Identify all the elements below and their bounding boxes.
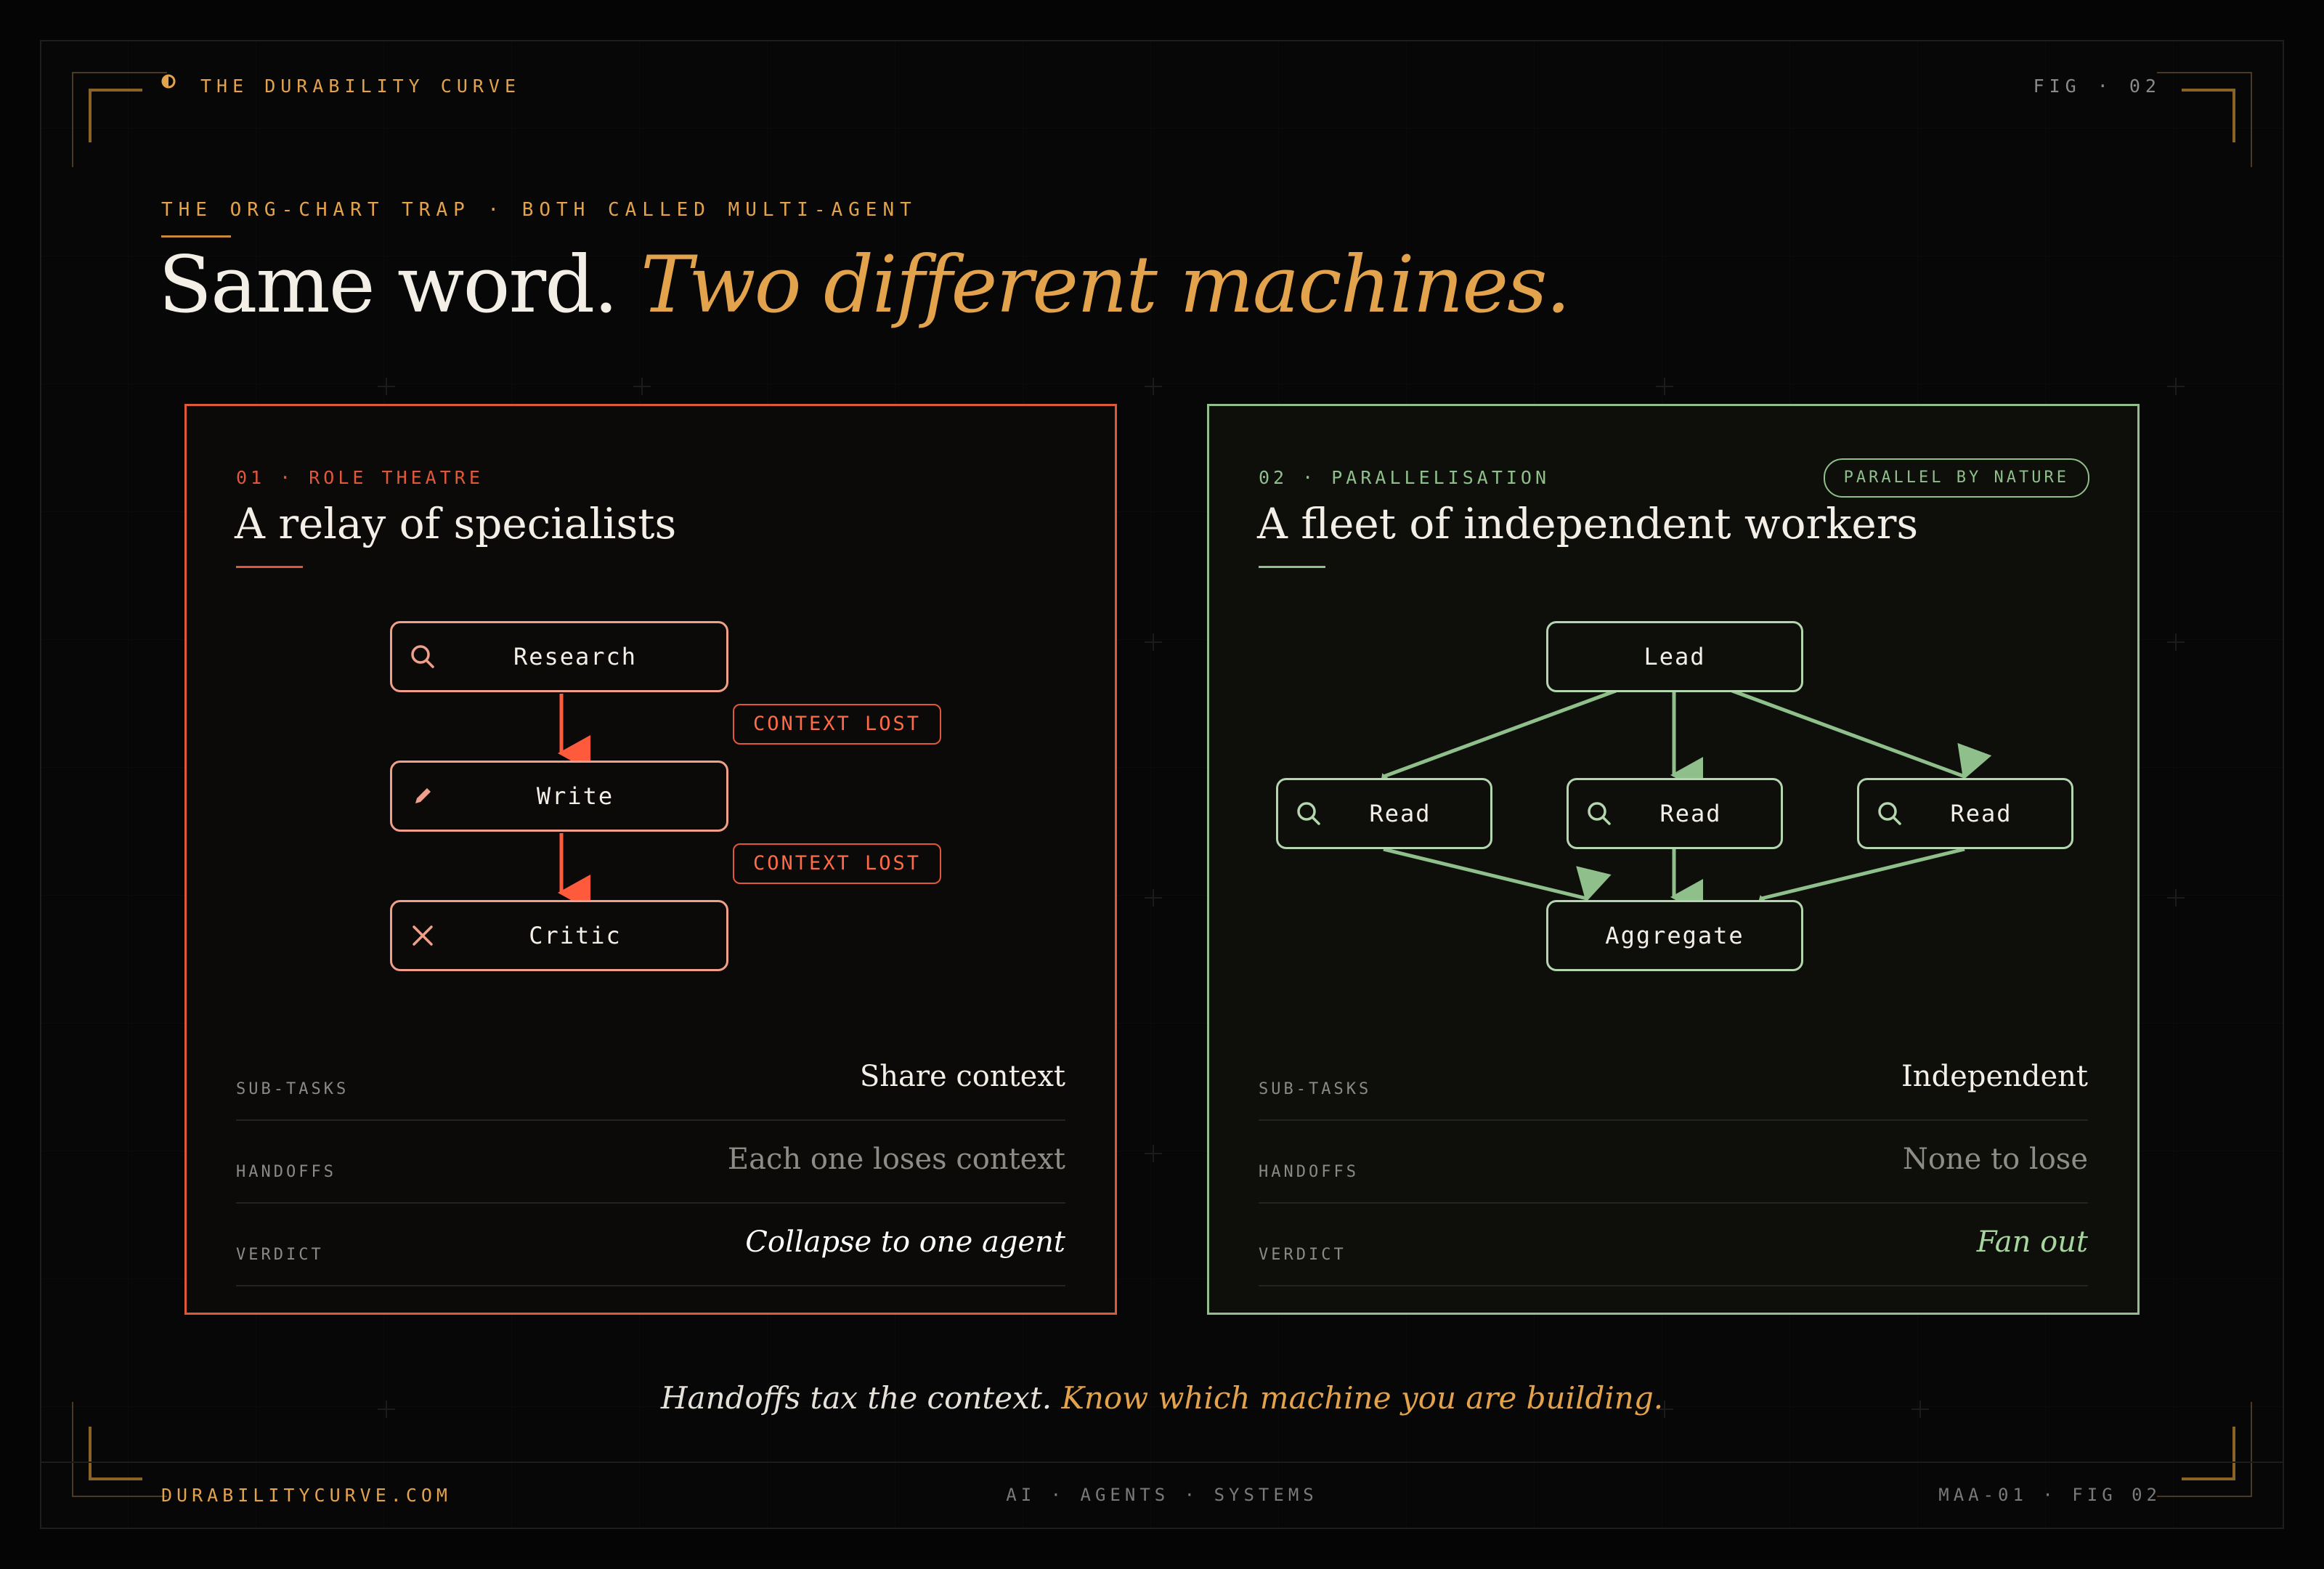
row-key: VERDICT: [1259, 1246, 1346, 1264]
fleet-node-read: [1567, 778, 1783, 849]
row-key: VERDICT: [236, 1246, 324, 1264]
table-row: [1259, 1204, 2088, 1286]
row-value: Fan out: [1976, 1225, 2088, 1259]
eyebrow: THE ORG-CHART TRAP · BOTH CALLED MULTI-AGENT: [161, 199, 917, 221]
page-title: [158, 240, 1569, 331]
relay-node-write: [390, 761, 728, 832]
context-lost-tag: CONTEXT LOST: [733, 704, 941, 745]
panel-title: A relay of specialists: [235, 499, 677, 548]
node-label: Write: [536, 782, 614, 810]
row-key: HANDOFFS: [236, 1163, 336, 1181]
table-row: [236, 1038, 1065, 1121]
pencil-icon: [408, 782, 437, 811]
topic-tags: AI · AGENTS · SYSTEMS: [1006, 1485, 1318, 1505]
panel-kicker: 02 · PARALLELISATION: [1259, 467, 1551, 488]
row-key: HANDOFFS: [1259, 1163, 1359, 1181]
relay-panel: [184, 404, 1117, 1315]
table-row: [236, 1204, 1065, 1286]
fleet-panel: [1207, 404, 2140, 1315]
comparison-table: [1259, 1038, 2088, 1286]
node-label: Read: [1659, 800, 1722, 827]
context-lost-tag: CONTEXT LOST: [733, 843, 941, 884]
node-label: Read: [1369, 800, 1431, 827]
eyebrow-rule: [161, 235, 231, 238]
headline-plain: Same word.: [158, 240, 617, 331]
footer-divider: [41, 1461, 2283, 1463]
search-icon: [1585, 799, 1614, 828]
parallel-badge: PARALLEL BY NATURE: [1824, 458, 2089, 498]
panel-kicker: 01 · ROLE THEATRE: [236, 467, 484, 488]
row-key: SUB-TASKS: [236, 1080, 349, 1098]
search-icon: [1875, 799, 1904, 828]
row-value: None to lose: [1902, 1143, 2088, 1176]
node-label: Lead: [1644, 643, 1706, 670]
row-value: Share context: [859, 1060, 1065, 1093]
comparison-table: [236, 1038, 1065, 1286]
relay-node-critic: [390, 900, 728, 971]
row-value: Independent: [1901, 1060, 2088, 1093]
quote-plain: Handoffs tax the context.: [660, 1380, 1052, 1416]
search-icon: [408, 642, 437, 671]
node-label: Read: [1950, 800, 2012, 827]
site-link[interactable]: DURABILITYCURVE.COM: [161, 1485, 452, 1506]
node-label: Critic: [529, 922, 622, 949]
fleet-node-read: [1857, 778, 2073, 849]
fleet-node-lead: [1546, 621, 1803, 692]
panel-title: A fleet of independent workers: [1257, 499, 1919, 548]
table-row: [1259, 1038, 2088, 1121]
fleet-node-read: [1276, 778, 1492, 849]
fleet-node-aggregate: [1546, 900, 1803, 971]
brand-label: THE DURABILITY CURVE: [200, 76, 521, 97]
row-value: Collapse to one agent: [745, 1225, 1065, 1259]
relay-node-research: [390, 621, 728, 692]
node-label: Aggregate: [1605, 922, 1744, 949]
footer-quote: [0, 1380, 2324, 1416]
headline-accent: Two different machines.: [640, 240, 1569, 331]
figure-label: FIG · 02: [2033, 76, 2161, 97]
row-key: SUB-TASKS: [1259, 1080, 1372, 1098]
table-row: [236, 1121, 1065, 1204]
table-row: [1259, 1121, 2088, 1204]
node-label: Research: [513, 643, 638, 670]
half-circle-icon: [161, 74, 176, 89]
search-icon: [1294, 799, 1323, 828]
quote-accent: Know which machine you are building.: [1061, 1380, 1664, 1416]
x-icon: [408, 921, 437, 950]
figure-reference: MAA-01 · FIG 02: [1938, 1485, 2161, 1505]
row-value: Each one loses context: [727, 1143, 1065, 1176]
